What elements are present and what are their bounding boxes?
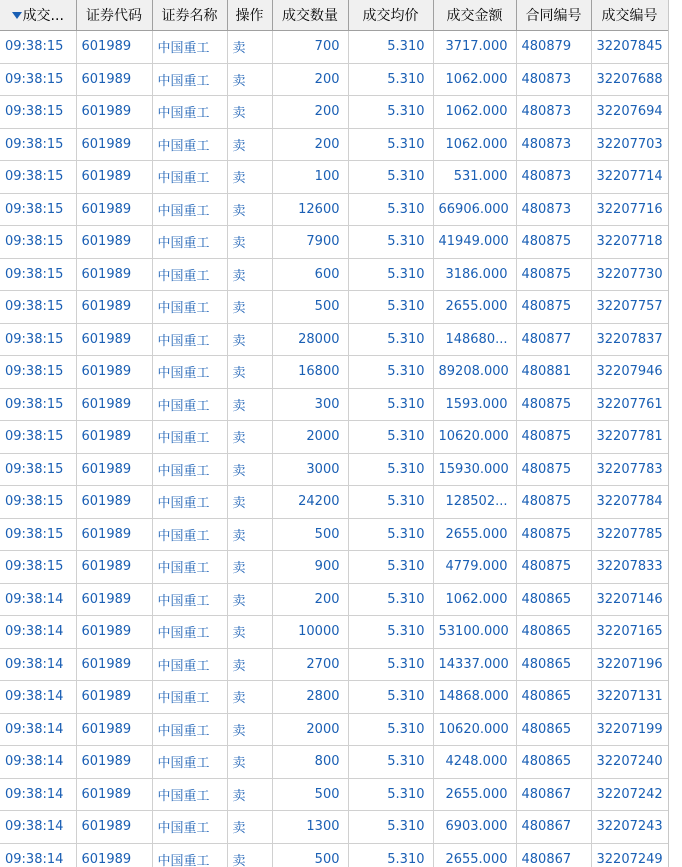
cell-amount: 10620.000 [433,713,516,746]
cell-trade-time: 09:38:15 [0,356,76,389]
cell-operation: 卖 [227,291,272,324]
cell-security-name: 中国重工 [152,486,227,519]
cell-avg-price: 5.310 [348,31,433,64]
cell-quantity: 500 [272,291,348,324]
cell-trade-time: 09:38:14 [0,843,76,867]
table-row[interactable] [0,193,668,226]
cell-quantity: 2700 [272,648,348,681]
table-row[interactable] [0,356,668,389]
cell-trade-time: 09:38:15 [0,486,76,519]
cell-avg-price: 5.310 [348,681,433,714]
table-row[interactable] [0,226,668,259]
table-row[interactable] [0,583,668,616]
cell-trade-no: 32207146 [591,583,668,616]
cell-operation: 卖 [227,778,272,811]
cell-quantity: 700 [272,31,348,64]
cell-contract-no: 480875 [516,453,591,486]
cell-security-code: 601989 [76,681,152,714]
cell-trade-no: 32207240 [591,746,668,779]
column-header-trade-time[interactable] [0,0,76,31]
cell-contract-no: 480873 [516,96,591,129]
cell-security-name: 中国重工 [152,96,227,129]
cell-security-code: 601989 [76,96,152,129]
cell-avg-price: 5.310 [348,713,433,746]
cell-amount: 53100.000 [433,616,516,649]
cell-contract-no: 480875 [516,388,591,421]
cell-amount: 1062.000 [433,583,516,616]
cell-quantity: 500 [272,518,348,551]
cell-trade-no: 32207703 [591,128,668,161]
table-row[interactable] [0,648,668,681]
cell-security-name: 中国重工 [152,518,227,551]
cell-quantity: 2800 [272,681,348,714]
cell-amount: 1062.000 [433,96,516,129]
cell-security-code: 601989 [76,31,152,64]
cell-security-code: 601989 [76,746,152,779]
cell-operation: 卖 [227,128,272,161]
cell-security-name: 中国重工 [152,713,227,746]
cell-security-code: 601989 [76,778,152,811]
cell-contract-no: 480865 [516,648,591,681]
cell-avg-price: 5.310 [348,258,433,291]
cell-quantity: 200 [272,96,348,129]
cell-operation: 卖 [227,681,272,714]
cell-security-name: 中国重工 [152,128,227,161]
cell-security-name: 中国重工 [152,161,227,194]
cell-security-name: 中国重工 [152,421,227,454]
cell-security-code: 601989 [76,843,152,867]
cell-amount: 128502... [433,486,516,519]
column-header-security-name[interactable]: 证券名称 [152,0,227,31]
cell-trade-time: 09:38:15 [0,388,76,421]
cell-operation: 卖 [227,96,272,129]
cell-security-name: 中国重工 [152,388,227,421]
cell-security-name: 中国重工 [152,291,227,324]
cell-security-name: 中国重工 [152,258,227,291]
cell-security-name: 中国重工 [152,843,227,867]
cell-amount: 6903.000 [433,811,516,844]
cell-operation: 卖 [227,31,272,64]
cell-quantity: 10000 [272,616,348,649]
cell-avg-price: 5.310 [348,96,433,129]
cell-trade-no: 32207833 [591,551,668,584]
cell-amount: 1593.000 [433,388,516,421]
table-row[interactable] [0,291,668,324]
cell-operation: 卖 [227,258,272,291]
cell-amount: 4248.000 [433,746,516,779]
cell-security-code: 601989 [76,323,152,356]
cell-contract-no: 480875 [516,421,591,454]
cell-trade-time: 09:38:15 [0,421,76,454]
cell-trade-time: 09:38:14 [0,713,76,746]
column-header-operation[interactable]: 操作 [227,0,272,31]
cell-contract-no: 480873 [516,161,591,194]
cell-contract-no: 480873 [516,128,591,161]
trade-records-body [0,31,668,867]
cell-contract-no: 480865 [516,746,591,779]
cell-trade-no: 32207694 [591,96,668,129]
table-row[interactable] [0,746,668,779]
cell-security-code: 601989 [76,193,152,226]
cell-trade-no: 32207837 [591,323,668,356]
table-row[interactable] [0,713,668,746]
cell-contract-no: 480865 [516,713,591,746]
cell-quantity: 200 [272,63,348,96]
table-row[interactable] [0,616,668,649]
cell-avg-price: 5.310 [348,161,433,194]
cell-avg-price: 5.310 [348,518,433,551]
cell-amount: 1062.000 [433,63,516,96]
cell-trade-no: 32207785 [591,518,668,551]
table-row[interactable] [0,681,668,714]
cell-avg-price: 5.310 [348,746,433,779]
grid-right-edge [668,0,682,867]
cell-quantity: 1300 [272,811,348,844]
cell-trade-no: 32207761 [591,388,668,421]
cell-avg-price: 5.310 [348,63,433,96]
cell-security-name: 中国重工 [152,193,227,226]
cell-amount: 3717.000 [433,31,516,64]
cell-amount: 10620.000 [433,421,516,454]
cell-quantity: 2000 [272,421,348,454]
cell-trade-time: 09:38:15 [0,193,76,226]
cell-trade-time: 09:38:14 [0,681,76,714]
cell-operation: 卖 [227,811,272,844]
cell-avg-price: 5.310 [348,486,433,519]
cell-trade-time: 09:38:15 [0,518,76,551]
cell-contract-no: 480875 [516,258,591,291]
cell-operation: 卖 [227,551,272,584]
table-row[interactable] [0,486,668,519]
cell-security-name: 中国重工 [152,648,227,681]
cell-operation: 卖 [227,421,272,454]
cell-quantity: 28000 [272,323,348,356]
cell-operation: 卖 [227,323,272,356]
cell-operation: 卖 [227,356,272,389]
cell-trade-time: 09:38:15 [0,551,76,584]
cell-contract-no: 480875 [516,518,591,551]
cell-trade-time: 09:38:15 [0,323,76,356]
cell-trade-no: 32207783 [591,453,668,486]
column-header-amount[interactable]: 成交金额 [433,0,516,31]
cell-trade-no: 32207196 [591,648,668,681]
cell-quantity: 12600 [272,193,348,226]
cell-amount: 2655.000 [433,778,516,811]
cell-trade-no: 32207845 [591,31,668,64]
cell-security-name: 中国重工 [152,551,227,584]
cell-contract-no: 480879 [516,31,591,64]
cell-operation: 卖 [227,453,272,486]
table-row[interactable] [0,63,668,96]
cell-trade-no: 32207757 [591,291,668,324]
cell-trade-no: 32207781 [591,421,668,454]
cell-trade-time: 09:38:15 [0,161,76,194]
table-row[interactable] [0,811,668,844]
cell-operation: 卖 [227,616,272,649]
cell-trade-time: 09:38:15 [0,31,76,64]
cell-amount: 531.000 [433,161,516,194]
cell-contract-no: 480867 [516,811,591,844]
cell-security-code: 601989 [76,128,152,161]
cell-operation: 卖 [227,161,272,194]
cell-contract-no: 480865 [516,616,591,649]
cell-avg-price: 5.310 [348,648,433,681]
cell-amount: 14868.000 [433,681,516,714]
cell-security-name: 中国重工 [152,583,227,616]
cell-trade-no: 32207131 [591,681,668,714]
cell-security-code: 601989 [76,63,152,96]
cell-trade-no: 32207199 [591,713,668,746]
table-row[interactable] [0,843,668,867]
cell-security-code: 601989 [76,421,152,454]
cell-trade-no: 32207165 [591,616,668,649]
cell-amount: 148680... [433,323,516,356]
cell-amount: 89208.000 [433,356,516,389]
cell-quantity: 7900 [272,226,348,259]
cell-quantity: 300 [272,388,348,421]
cell-operation: 卖 [227,843,272,867]
cell-contract-no: 480875 [516,226,591,259]
cell-quantity: 600 [272,258,348,291]
cell-security-name: 中国重工 [152,778,227,811]
cell-avg-price: 5.310 [348,323,433,356]
column-header-trade-no[interactable]: 成交编号 [591,0,668,31]
cell-quantity: 24200 [272,486,348,519]
cell-security-code: 601989 [76,453,152,486]
cell-security-code: 601989 [76,518,152,551]
column-header-contract-no[interactable]: 合同编号 [516,0,591,31]
cell-quantity: 2000 [272,713,348,746]
table-row[interactable] [0,128,668,161]
cell-quantity: 200 [272,583,348,616]
cell-avg-price: 5.310 [348,356,433,389]
cell-operation: 卖 [227,648,272,681]
cell-amount: 2655.000 [433,518,516,551]
cell-security-name: 中国重工 [152,31,227,64]
sort-desc-icon [12,12,22,19]
cell-amount: 4779.000 [433,551,516,584]
column-header-quantity[interactable]: 成交数量 [272,0,348,31]
table-row[interactable] [0,551,668,584]
cell-trade-time: 09:38:15 [0,226,76,259]
cell-security-code: 601989 [76,258,152,291]
cell-security-code: 601989 [76,811,152,844]
cell-trade-time: 09:38:14 [0,746,76,779]
cell-security-name: 中国重工 [152,323,227,356]
cell-trade-no: 32207784 [591,486,668,519]
cell-security-code: 601989 [76,388,152,421]
cell-operation: 卖 [227,746,272,779]
cell-operation: 卖 [227,193,272,226]
cell-quantity: 100 [272,161,348,194]
cell-trade-no: 32207946 [591,356,668,389]
cell-trade-time: 09:38:14 [0,616,76,649]
cell-security-name: 中国重工 [152,63,227,96]
cell-security-name: 中国重工 [152,356,227,389]
cell-trade-time: 09:38:15 [0,63,76,96]
cell-security-name: 中国重工 [152,811,227,844]
cell-amount: 15930.000 [433,453,516,486]
cell-trade-time: 09:38:14 [0,778,76,811]
cell-trade-no: 32207718 [591,226,668,259]
cell-trade-time: 09:38:14 [0,583,76,616]
cell-avg-price: 5.310 [348,453,433,486]
cell-amount: 1062.000 [433,128,516,161]
cell-contract-no: 480881 [516,356,591,389]
column-header-label: 成交... [22,8,64,24]
cell-operation: 卖 [227,226,272,259]
cell-contract-no: 480873 [516,193,591,226]
cell-trade-no: 32207730 [591,258,668,291]
table-row[interactable] [0,323,668,356]
cell-trade-no: 32207249 [591,843,668,867]
cell-contract-no: 480867 [516,843,591,867]
table-row[interactable] [0,421,668,454]
cell-amount: 3186.000 [433,258,516,291]
table-row[interactable] [0,258,668,291]
cell-security-code: 601989 [76,356,152,389]
table-row[interactable] [0,388,668,421]
cell-contract-no: 480875 [516,551,591,584]
cell-operation: 卖 [227,518,272,551]
cell-operation: 卖 [227,713,272,746]
table-row[interactable] [0,778,668,811]
cell-quantity: 500 [272,778,348,811]
cell-security-name: 中国重工 [152,616,227,649]
cell-trade-no: 32207688 [591,63,668,96]
cell-amount: 14337.000 [433,648,516,681]
cell-trade-time: 09:38:15 [0,258,76,291]
cell-security-name: 中国重工 [152,746,227,779]
cell-security-code: 601989 [76,616,152,649]
cell-security-code: 601989 [76,648,152,681]
cell-contract-no: 480875 [516,291,591,324]
cell-trade-time: 09:38:15 [0,128,76,161]
cell-amount: 2655.000 [433,843,516,867]
cell-avg-price: 5.310 [348,583,433,616]
cell-security-code: 601989 [76,583,152,616]
cell-quantity: 500 [272,843,348,867]
cell-avg-price: 5.310 [348,291,433,324]
cell-security-name: 中国重工 [152,226,227,259]
header-row [0,0,668,31]
cell-amount: 2655.000 [433,291,516,324]
cell-trade-time: 09:38:15 [0,291,76,324]
cell-contract-no: 480867 [516,778,591,811]
cell-avg-price: 5.310 [348,193,433,226]
cell-security-code: 601989 [76,486,152,519]
cell-security-name: 中国重工 [152,681,227,714]
cell-avg-price: 5.310 [348,128,433,161]
cell-quantity: 200 [272,128,348,161]
column-header-security-code[interactable]: 证券代码 [76,0,152,31]
cell-trade-no: 32207716 [591,193,668,226]
cell-operation: 卖 [227,583,272,616]
cell-security-code: 601989 [76,226,152,259]
cell-avg-price: 5.310 [348,551,433,584]
cell-trade-time: 09:38:15 [0,453,76,486]
table-row[interactable] [0,161,668,194]
column-header-avg-price[interactable]: 成交均价 [348,0,433,31]
table-row[interactable] [0,453,668,486]
cell-security-code: 601989 [76,551,152,584]
cell-quantity: 900 [272,551,348,584]
cell-trade-no: 32207242 [591,778,668,811]
cell-contract-no: 480875 [516,486,591,519]
table-row[interactable] [0,31,668,64]
cell-avg-price: 5.310 [348,778,433,811]
cell-security-name: 中国重工 [152,453,227,486]
cell-avg-price: 5.310 [348,226,433,259]
cell-trade-time: 09:38:14 [0,811,76,844]
cell-amount: 41949.000 [433,226,516,259]
table-row[interactable] [0,96,668,129]
cell-quantity: 16800 [272,356,348,389]
cell-contract-no: 480873 [516,63,591,96]
cell-trade-time: 09:38:15 [0,96,76,129]
cell-amount: 66906.000 [433,193,516,226]
cell-operation: 卖 [227,486,272,519]
cell-operation: 卖 [227,63,272,96]
cell-operation: 卖 [227,388,272,421]
cell-security-code: 601989 [76,291,152,324]
cell-avg-price: 5.310 [348,843,433,867]
cell-trade-time: 09:38:14 [0,648,76,681]
cell-contract-no: 480865 [516,681,591,714]
cell-avg-price: 5.310 [348,388,433,421]
cell-contract-no: 480865 [516,583,591,616]
cell-avg-price: 5.310 [348,421,433,454]
cell-trade-no: 32207243 [591,811,668,844]
cell-quantity: 800 [272,746,348,779]
cell-contract-no: 480877 [516,323,591,356]
cell-trade-no: 32207714 [591,161,668,194]
cell-security-code: 601989 [76,713,152,746]
table-row[interactable] [0,518,668,551]
cell-avg-price: 5.310 [348,616,433,649]
cell-security-code: 601989 [76,161,152,194]
cell-quantity: 3000 [272,453,348,486]
cell-avg-price: 5.310 [348,811,433,844]
